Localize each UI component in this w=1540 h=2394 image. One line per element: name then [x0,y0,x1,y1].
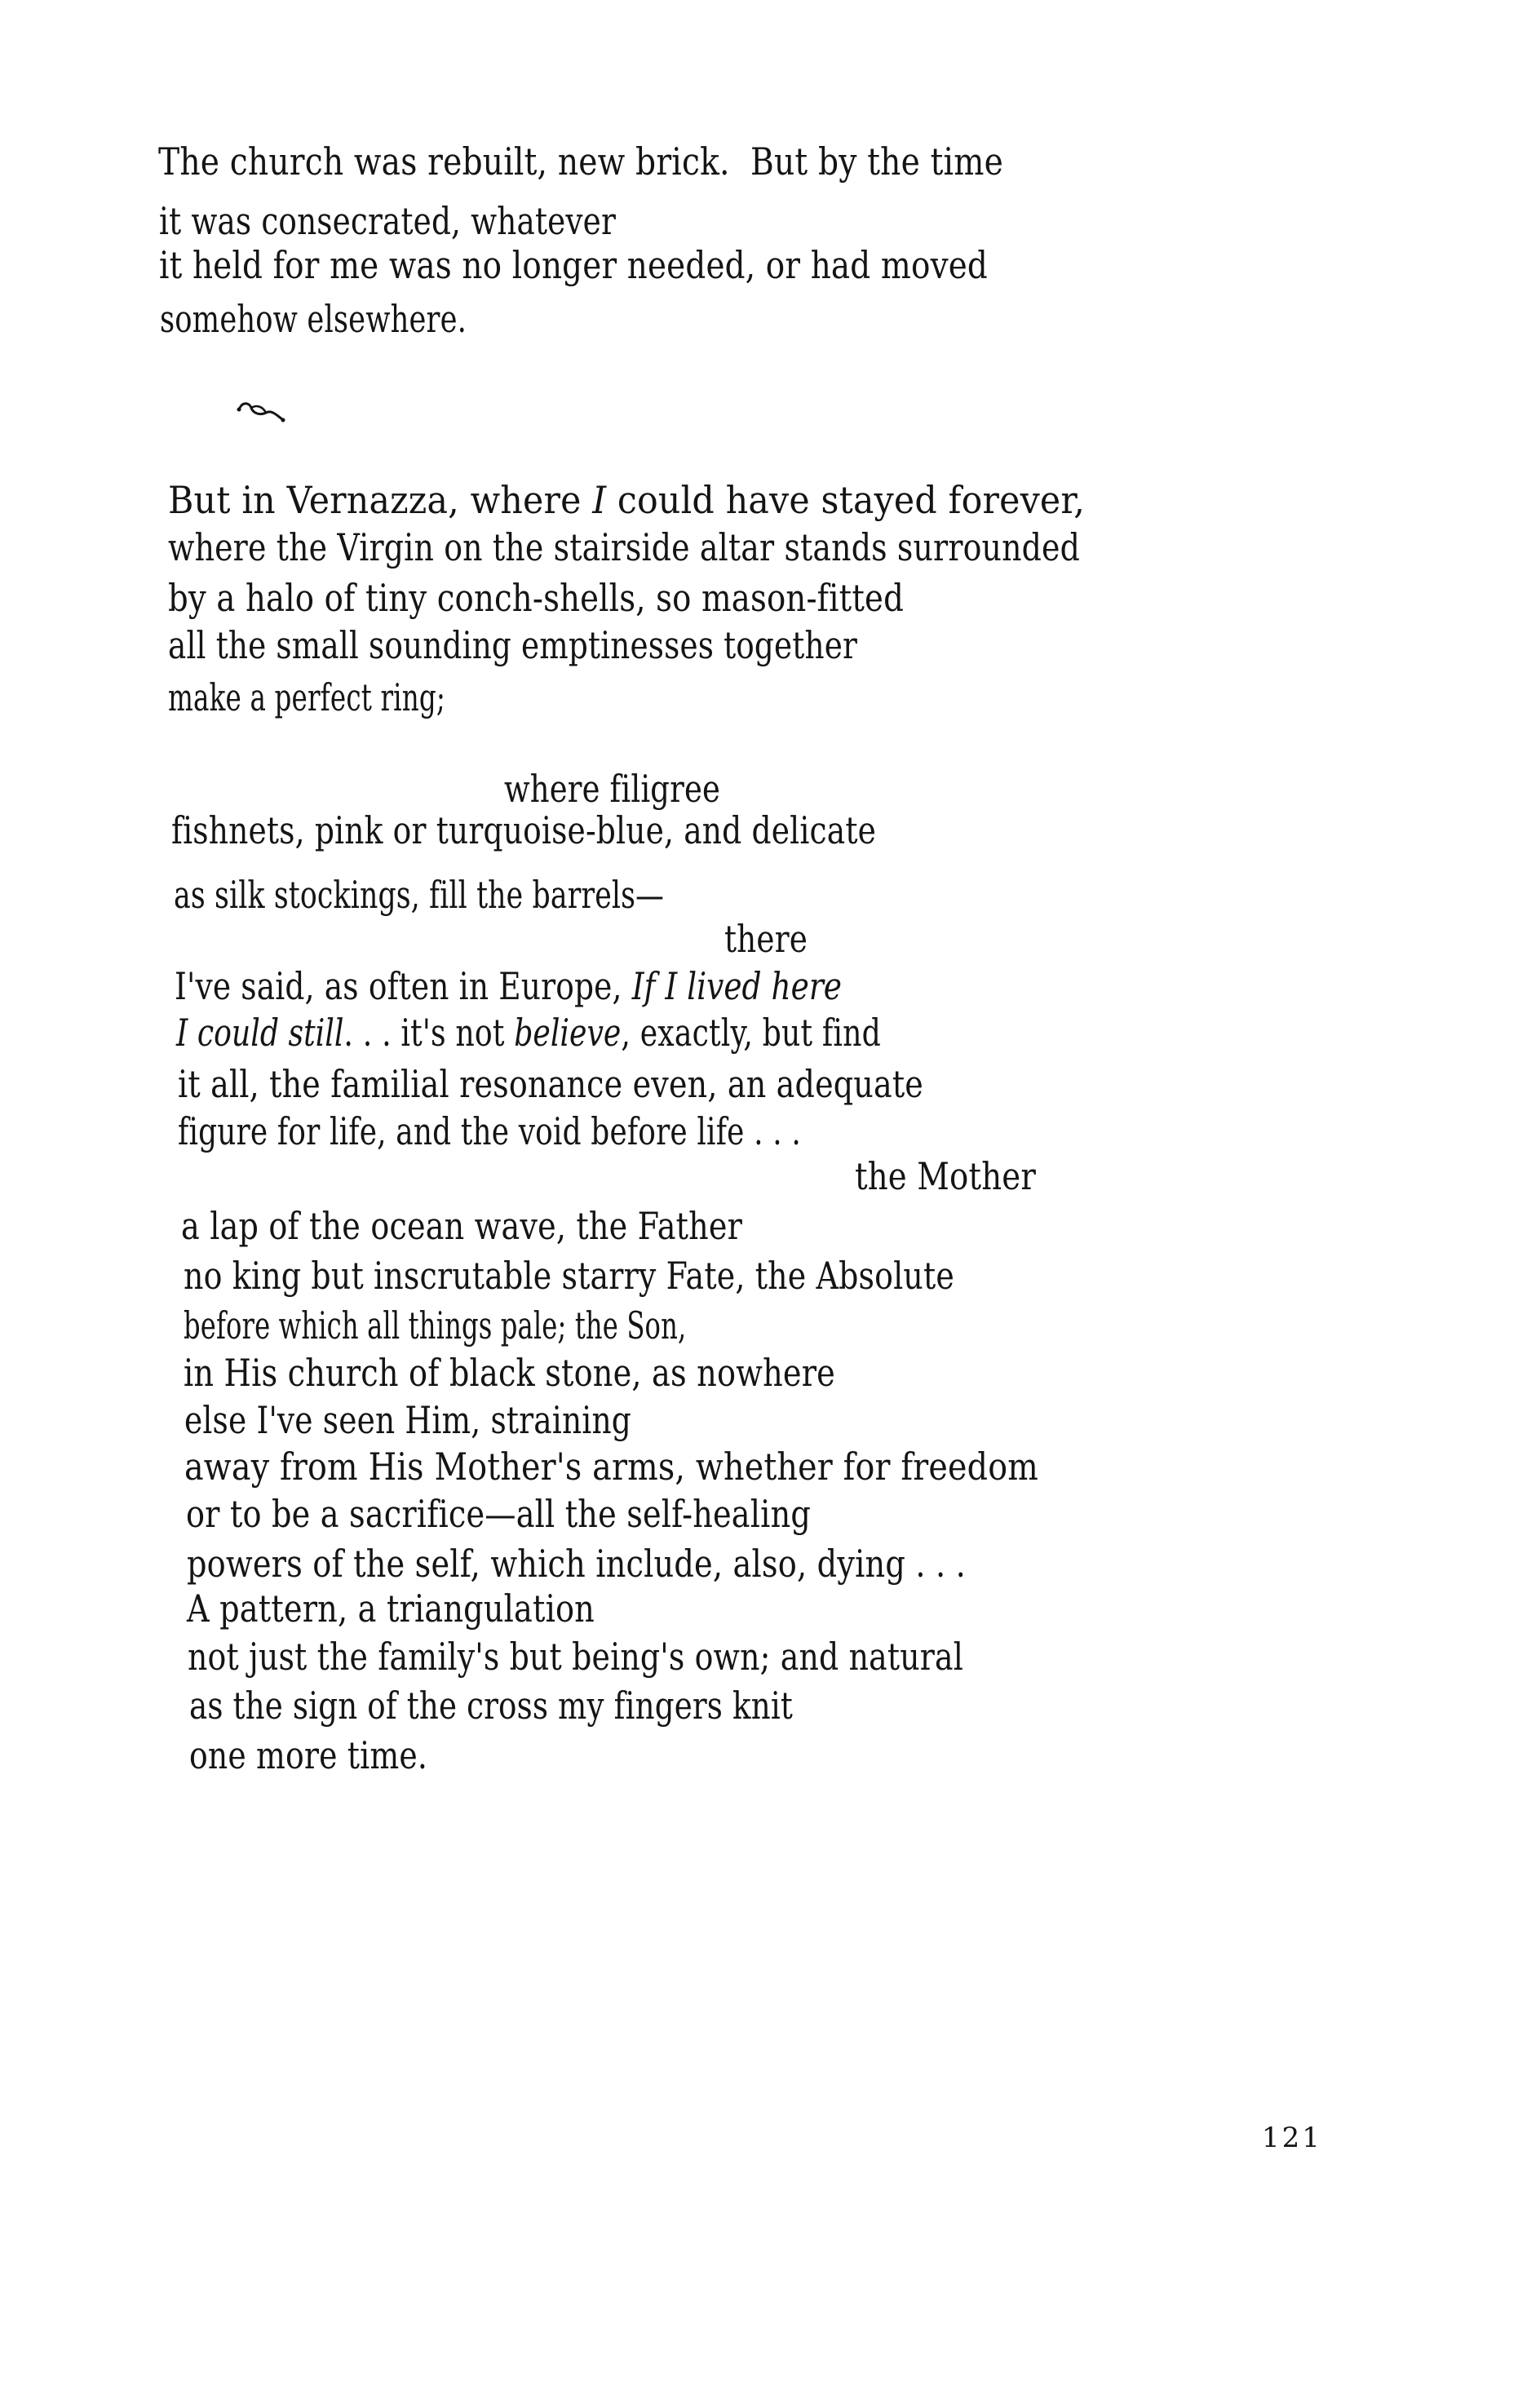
poem-line [175,964,842,1008]
poem-line [168,525,1080,569]
line-text: not just the family's but being's own; and natural [188,1635,963,1679]
poem-line [187,1586,595,1631]
poem-line [189,1684,793,1728]
poem-line [855,1154,1036,1198]
line-text: a lap of the ocean wave, the Father [181,1204,742,1248]
poem-line [184,1303,687,1347]
line-text: The church was rebuilt, new brick. But by the time [158,139,1003,184]
line-text: it all, the familial resonance even, an adequate [178,1062,923,1106]
line-text: where filigree [504,767,720,811]
line-text: one more time. [189,1733,427,1777]
flourish-ornament-icon [235,396,287,429]
line-text: it was consecrated, whatever [159,199,616,243]
italic-text: I [592,478,607,522]
poem-line [168,576,904,620]
poem-line [187,1542,966,1586]
poem-line [189,1733,427,1777]
line-text: by a halo of tiny conch-shells, so mason-fitted [168,576,904,620]
line-text: or to be a sacrifice—all the self-healing [186,1492,811,1536]
line-text: all the small sounding emptinesses together [168,623,857,667]
poem-line [160,297,467,341]
poem-line [159,243,988,287]
poem-line [181,1204,742,1248]
line-text: powers of the self, which include, also, dying . . . [187,1542,966,1586]
poem-line [184,1254,954,1298]
italic-text: If I lived here [631,964,842,1008]
poem-line [159,199,616,243]
line-text: before which all things pale; the Son, [184,1303,687,1347]
line-text: figure for life, and the void before life . . . [178,1109,801,1153]
line-text: I've said, as often in Europe, [175,964,632,1008]
poem-line [188,1635,963,1679]
line-text: else I've seen Him, straining [184,1398,631,1442]
line-text: . . . it's not [343,1011,515,1055]
poem-line [186,1492,811,1536]
line-text: as the sign of the cross my fingers knit [189,1684,793,1728]
line-text: where the Virgin on the stairside altar stands surrounded [168,525,1080,569]
poem-line [184,1398,631,1442]
line-text: away from His Mother's arms, whether for freedom [184,1445,1038,1489]
line-text: But in Vernazza, where [168,478,593,522]
poem-line [724,917,808,961]
poem-line [168,675,445,719]
line-text: fishnets, pink or turquoise-blue, and delicate [171,808,876,852]
poem-line [184,1445,1038,1489]
line-text: no king but inscrutable starry Fate, the Absolute [184,1254,954,1298]
poem-line [178,1062,923,1106]
line-text: it held for me was no longer needed, or had moved [159,243,988,287]
poem-line [178,1109,801,1153]
poem-line [168,623,857,667]
poem-line [158,139,1003,184]
poem-line [171,808,876,852]
line-text: A pattern, a triangulation [187,1586,595,1631]
line-text: as silk stockings, fill the barrels— [174,873,664,917]
italic-text: believe [514,1011,622,1055]
poem-line [174,873,664,917]
line-text: somehow elsewhere. [160,297,467,341]
poem-line [504,767,720,811]
italic-text: I could still [176,1011,344,1055]
line-text: could have stayed forever, [606,478,1085,522]
poem-line [184,1351,835,1395]
line-text: make a perfect ring; [168,675,445,719]
page-number: 121 [1262,2122,1322,2154]
line-text: the Mother [855,1154,1036,1198]
line-text: , exactly, but find [621,1011,881,1055]
line-text: in His church of black stone, as nowhere [184,1351,835,1395]
poem-line [168,478,1085,522]
line-text: there [724,917,808,961]
poem-line [176,1011,881,1055]
